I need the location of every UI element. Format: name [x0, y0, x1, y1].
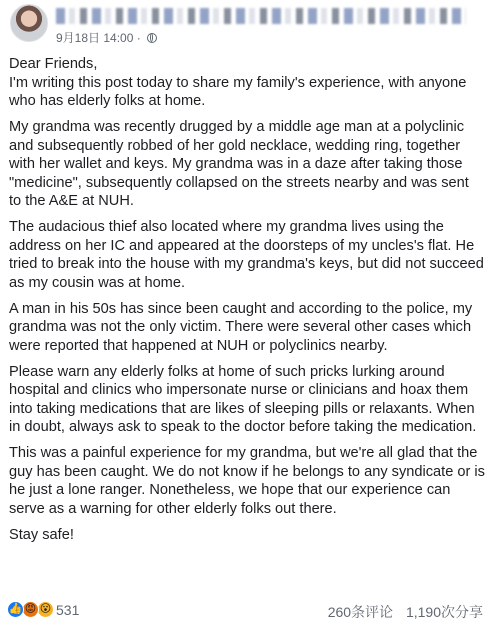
wow-icon[interactable]: 😮	[37, 601, 54, 618]
reaction-count[interactable]: 531	[56, 602, 80, 618]
globe-icon	[147, 33, 157, 43]
paragraph-4: A man in his 50s has since been caught and according to the police, my grandma was not the only victim. There were several other cases which were reported that happened at NUH or polyclinics nearby.	[9, 300, 473, 354]
paragraph-2: My grandma was recently drugged by a middle age man at a polyclinic and subsequently robbed of her gold necklace, wedding ring, together with her wallet and keys. My grandma was in a daze after taking those "medicine", subsequently collapsed on the streets nearby and was sent to the A&E at NUH.	[9, 119, 469, 209]
share-count[interactable]: 1,190次分享	[405, 604, 483, 620]
author-name-redacted[interactable]	[56, 8, 466, 24]
engagement-stats	[319, 602, 483, 622]
post-header	[0, 0, 491, 52]
like-icon[interactable]: 👍	[7, 601, 24, 618]
paragraph-5: Please warn any elderly folks at home of such pricks lurking around hospital and clinics who impersonate nurse or clinicians and hoax them into taking medications that are likes of sleeping pills or relaxants. When in doubt, always ask to speak to the doctor before taking the medication.	[9, 363, 477, 435]
paragraph-6: This was a painful experience for my grandma, but we're all glad that the guy has been caught. We do not know if he belongs to any syndicate or is he just a lone ranger. Nonetheless, we hope that our experience can serve as a warning for other elderly folks out there.	[9, 445, 485, 517]
avatar[interactable]	[10, 4, 48, 42]
angry-icon[interactable]: 😡	[22, 601, 39, 618]
timestamp[interactable]: 9月18日 14:00 ·	[56, 31, 141, 45]
comment-count[interactable]: 260条评论	[327, 604, 394, 620]
paragraph-7: Stay safe!	[9, 526, 74, 543]
post-meta	[56, 29, 157, 46]
paragraph-1: Dear Friends, I'm writing this post today to share my family's experience, with anyone who has elderly folks at home.	[9, 56, 467, 109]
post-body	[9, 55, 485, 552]
post-footer	[0, 598, 491, 628]
paragraph-3: The audacious thief also located where my grandma lives using the address on her IC and appeared at the doorsteps of my uncles's flat. He tried to break into the house with my grandma's keys, but did not succeed as my cousin was at home.	[9, 219, 484, 291]
